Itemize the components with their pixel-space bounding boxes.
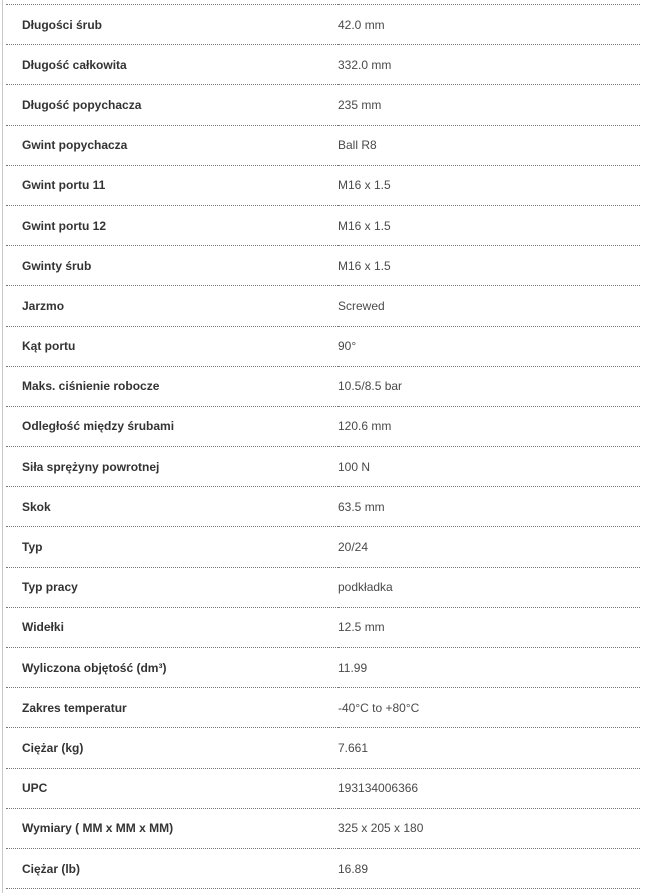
spec-row-dimensions xyxy=(6,808,640,848)
spec-row-weight-lb xyxy=(6,848,640,888)
spec-value: 63.5 mm xyxy=(338,499,385,514)
spec-row-type xyxy=(6,527,640,567)
spec-value: Screwed xyxy=(338,298,385,313)
spec-label: Gwint popychacza xyxy=(22,138,128,153)
spec-label: Gwinty śrub xyxy=(22,258,92,273)
spec-row-yoke xyxy=(6,286,640,326)
spec-value: -40°C to +80°C xyxy=(338,700,420,715)
spec-label: Kąt portu xyxy=(22,339,76,354)
spec-row-port-12-thread xyxy=(6,205,640,245)
spec-row-clevis xyxy=(6,607,640,647)
spec-row-max-working-pressure xyxy=(6,366,640,406)
spec-value: 10.5/8.5 bar xyxy=(338,379,403,394)
spec-label: Typ xyxy=(22,540,43,555)
spec-label: Gwint portu 12 xyxy=(22,218,106,233)
left-border-line xyxy=(2,0,3,893)
spec-label: Wymiary ( MM x MM x MM) xyxy=(22,821,174,836)
spec-value: podkładka xyxy=(338,580,393,595)
spec-label: Długość popychacza xyxy=(22,97,142,112)
spec-label: Gwint portu 11 xyxy=(22,178,106,193)
spec-value: 7.661 xyxy=(338,740,369,755)
spec-label: Jarzmo xyxy=(22,298,65,313)
spec-value: 16.89 xyxy=(338,861,369,876)
spec-row-return-spring-force xyxy=(6,447,640,487)
specifications-table-body xyxy=(6,5,640,889)
spec-label: Skok xyxy=(22,499,51,514)
spec-value: 42.0 mm xyxy=(338,17,385,32)
spec-label: Długości śrub xyxy=(22,17,103,32)
spec-value: 325 x 205 x 180 xyxy=(338,821,424,836)
spec-value: M16 x 1.5 xyxy=(338,258,391,273)
spec-row-port-angle xyxy=(6,326,640,366)
specifications-table xyxy=(6,4,640,889)
spec-value: M16 x 1.5 xyxy=(338,218,391,233)
spec-value: 120.6 mm xyxy=(338,419,392,434)
spec-value: M16 x 1.5 xyxy=(338,178,391,193)
spec-row-total-length xyxy=(6,45,640,85)
spec-value: Ball R8 xyxy=(338,138,377,153)
spec-label: Długość całkowita xyxy=(22,57,127,72)
spec-label: Maks. ciśnienie robocze xyxy=(22,379,160,394)
spec-label: Wyliczona objętość (dm³) xyxy=(22,660,167,675)
spec-value: 235 mm xyxy=(338,97,382,112)
spec-label: Zakres temperatur xyxy=(22,700,127,715)
spec-value: 11.99 xyxy=(338,660,368,675)
spec-row-weight-kg xyxy=(6,728,640,768)
spec-row-port-11-thread xyxy=(6,165,640,205)
spec-label: Typ pracy xyxy=(22,580,78,595)
spec-row-stroke xyxy=(6,487,640,527)
spec-value: 90° xyxy=(338,339,357,354)
spec-row-pushrod-length xyxy=(6,85,640,125)
spec-row-upc xyxy=(6,768,640,808)
spec-label: Ciężar (kg) xyxy=(22,740,84,755)
spec-value: 20/24 xyxy=(338,540,369,555)
spec-label: UPC xyxy=(22,781,48,796)
spec-value: 332.0 mm xyxy=(338,57,392,72)
spec-row-calculated-volume xyxy=(6,648,640,688)
spec-label: Odległość między śrubami xyxy=(22,419,175,434)
spec-row-operation-type xyxy=(6,567,640,607)
spec-value: 100 N xyxy=(338,459,371,474)
spec-label: Ciężar (lb) xyxy=(22,861,81,876)
spec-value: 12.5 mm xyxy=(338,620,385,635)
spec-value: 193134006366 xyxy=(338,781,419,796)
spec-row-bolt-spacing xyxy=(6,406,640,446)
spec-row-pushrod-thread xyxy=(6,125,640,165)
spec-row-bolt-threads xyxy=(6,246,640,286)
spec-label: Widełki xyxy=(22,620,64,635)
spec-row-bolt-length xyxy=(6,5,640,45)
spec-label: Siła sprężyny powrotnej xyxy=(22,459,160,474)
spec-row-temperature-range xyxy=(6,688,640,728)
